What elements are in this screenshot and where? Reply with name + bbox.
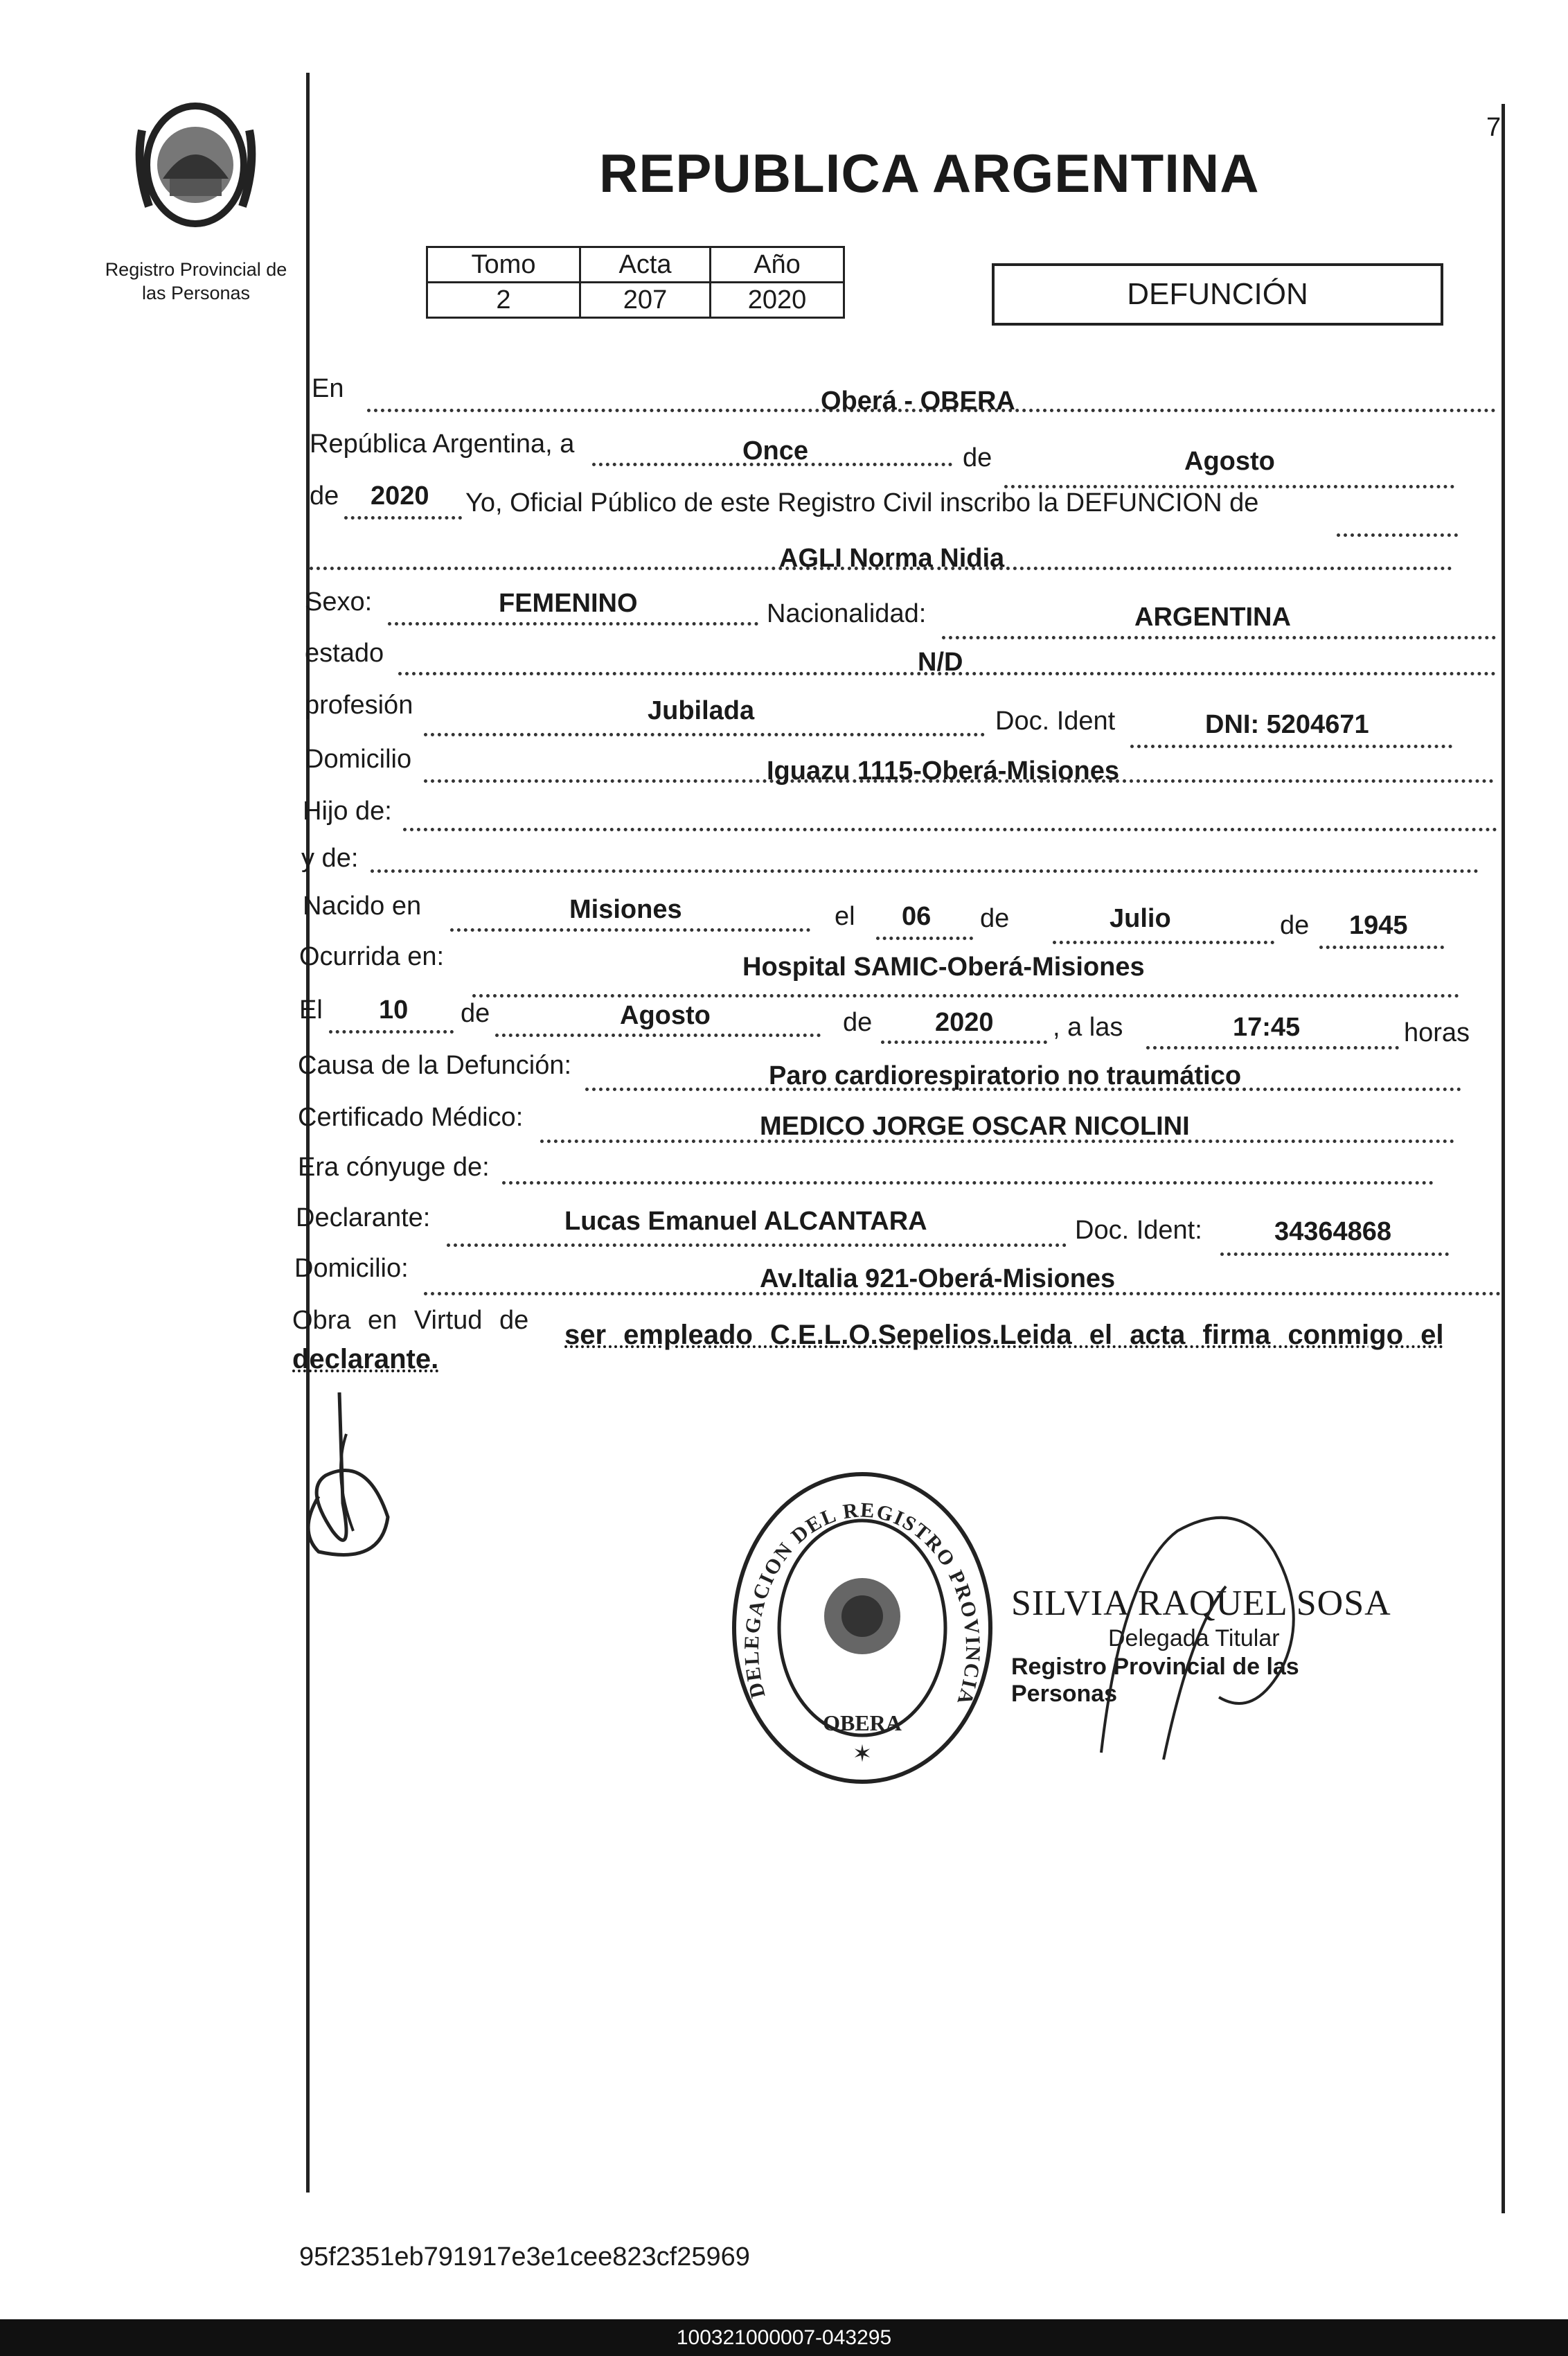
- declarante-label: Declarante:: [296, 1203, 431, 1232]
- official-signature: [1080, 1489, 1330, 1766]
- obra-value-line1: ser empleado C.E.L.O.Sepelios.Leida el acta firma conmigo el: [564, 1320, 1444, 1350]
- death-time-dotted-line: [1146, 1046, 1399, 1049]
- hijo-label: Hijo de:: [303, 797, 392, 826]
- domicilio-label: Domicilio: [305, 745, 412, 774]
- birth-day: 06: [902, 902, 932, 931]
- nacido-label: Nacido en: [303, 892, 422, 921]
- sexo-value: FEMENINO: [499, 589, 638, 618]
- doc-ident-label: Doc. Ident: [995, 707, 1116, 736]
- en-label: En: [312, 374, 344, 403]
- republica-label: República Argentina, a: [310, 429, 575, 459]
- conyuge-dotted-line: [502, 1181, 1434, 1185]
- death-el-label: El: [299, 995, 323, 1025]
- svg-text:✶: ✶: [852, 1741, 873, 1767]
- declarante-dom-label: Domicilio:: [294, 1254, 409, 1283]
- profesion-label: profesión: [305, 691, 413, 720]
- year-value: 2020: [371, 481, 429, 511]
- ocurrida-label: Ocurrida en:: [299, 942, 445, 971]
- footer-barcode-bar: [0, 2319, 1568, 2356]
- birth-de1-label: de: [980, 904, 1010, 933]
- oficial-end-dotted-line: [1337, 533, 1458, 537]
- day-words: Once: [742, 436, 809, 466]
- death-month: Agosto: [620, 1001, 711, 1030]
- registry-table: [426, 246, 845, 319]
- registry-name: [82, 258, 310, 305]
- nacionalidad-dotted-line: [942, 636, 1496, 639]
- official-name: SILVIA RAQUEL SOSA: [1011, 1584, 1391, 1623]
- estado-value: N/D: [918, 648, 963, 677]
- declarante-doc-label: Doc. Ident:: [1075, 1216, 1202, 1245]
- death-day-dotted-line: [329, 1030, 454, 1034]
- doc-ident-dotted-line: [1130, 745, 1452, 748]
- birth-month: Julio: [1110, 904, 1171, 933]
- death-de1-label: de: [461, 999, 490, 1028]
- deceased-name: AGLI Norma Nidia: [779, 544, 1005, 573]
- document-hash: 95f2351eb791917e3e1cee823cf25969: [299, 2242, 750, 2271]
- official-stamp: [724, 1467, 1001, 1789]
- registry-name-line1: Registro Provincial de: [105, 259, 287, 280]
- official-role: Delegada Titular: [1108, 1625, 1280, 1651]
- certificado-label: Certificado Médico:: [298, 1103, 524, 1132]
- stamp-ring-text: DELEGACION DEL REGISTRO PROVINCIA: [740, 1498, 985, 1709]
- en-value: Oberá - OBERA: [821, 387, 1015, 416]
- profesion-dotted-line: [424, 733, 985, 736]
- header-tomo: Tomo: [427, 247, 580, 283]
- year-dotted-line: [344, 516, 462, 520]
- nacionalidad-value: ARGENTINA: [1134, 603, 1291, 632]
- value-acta: 207: [580, 283, 711, 318]
- year-de-label: de: [310, 481, 339, 511]
- death-de2-label: de: [843, 1008, 873, 1037]
- death-month-dotted-line: [495, 1034, 821, 1037]
- yde-dotted-line: [371, 869, 1479, 873]
- official-office: Registro Provincial de las Personas: [1011, 1654, 1299, 1707]
- causa-label: Causa de la Defunción:: [298, 1051, 572, 1080]
- province-logo: [121, 89, 270, 238]
- nacido-place-dotted-line: [450, 928, 810, 932]
- birth-month-dotted-line: [1053, 941, 1274, 944]
- ocurrida-dotted-line: [472, 994, 1459, 998]
- conyuge-label: Era cónyuge de:: [298, 1153, 490, 1182]
- document-title: REPUBLICA ARGENTINA: [599, 143, 1260, 204]
- death-year-dotted-line: [881, 1040, 1047, 1044]
- birth-year: 1945: [1349, 911, 1408, 940]
- certificado-value: MEDICO JORGE OSCAR NICOLINI: [760, 1112, 1190, 1141]
- birth-de2-label: de: [1280, 911, 1310, 940]
- value-tomo: 2: [427, 283, 580, 318]
- nacido-place: Misiones: [569, 895, 682, 924]
- declarante-dotted-line: [447, 1243, 1067, 1247]
- ocurrida-value: Hospital SAMIC-Oberá-Misiones: [742, 953, 1145, 982]
- horas-label: horas: [1404, 1018, 1470, 1047]
- estado-label: estado: [305, 639, 384, 668]
- birth-el-label: el: [835, 902, 855, 931]
- page-number: 7: [1486, 113, 1502, 142]
- domicilio-value: Iguazu 1115-Oberá-Misiones: [767, 756, 1119, 786]
- month-value: Agosto: [1184, 447, 1275, 476]
- nacionalidad-label: Nacionalidad:: [767, 599, 927, 628]
- barcode-id: 100321000007-043295: [676, 2326, 892, 2349]
- declarant-signature: [291, 1392, 416, 1593]
- death-year: 2020: [935, 1008, 994, 1037]
- sexo-dotted-line: [388, 622, 758, 626]
- alas-label: , a las: [1053, 1013, 1123, 1042]
- death-day: 10: [379, 995, 409, 1025]
- header-acta: Acta: [580, 247, 711, 283]
- birth-year-dotted-line: [1319, 946, 1444, 949]
- death-time: 17:45: [1233, 1013, 1301, 1042]
- birth-day-dotted-line: [876, 937, 973, 940]
- declarante-dom-value: Av.Italia 921-Oberá-Misiones: [760, 1264, 1116, 1293]
- header-ano: Año: [711, 247, 844, 283]
- causa-value: Paro cardiorespiratorio no traumático: [769, 1061, 1242, 1090]
- document-type-box: DEFUNCIÓN: [992, 263, 1443, 326]
- yde-label: y de:: [301, 844, 359, 873]
- right-margin-rule: [1502, 104, 1505, 2213]
- registry-name-line2: las Personas: [141, 283, 251, 303]
- doc-ident-value: DNI: 5204671: [1205, 710, 1369, 739]
- sexo-label: Sexo:: [305, 587, 373, 617]
- declarante-doc-dotted-line: [1220, 1252, 1449, 1256]
- left-margin-rule: [306, 73, 310, 2193]
- obra-value-line2: declarante.: [292, 1344, 439, 1374]
- profesion-value: Jubilada: [648, 696, 755, 725]
- value-ano: 2020: [711, 283, 844, 318]
- declarante-doc-value: 34364868: [1274, 1217, 1392, 1246]
- declarante-value: Lucas Emanuel ALCANTARA: [564, 1207, 927, 1236]
- month-de-label: de: [963, 443, 992, 472]
- obra-label: Obra en Virtud de: [292, 1306, 529, 1335]
- oficial-text: Yo, Oficial Público de este Registro Civil inscribo la DEFUNCION de: [465, 488, 1259, 517]
- hijo-dotted-line: [403, 828, 1497, 831]
- stamp-city: OBERA: [823, 1710, 902, 1735]
